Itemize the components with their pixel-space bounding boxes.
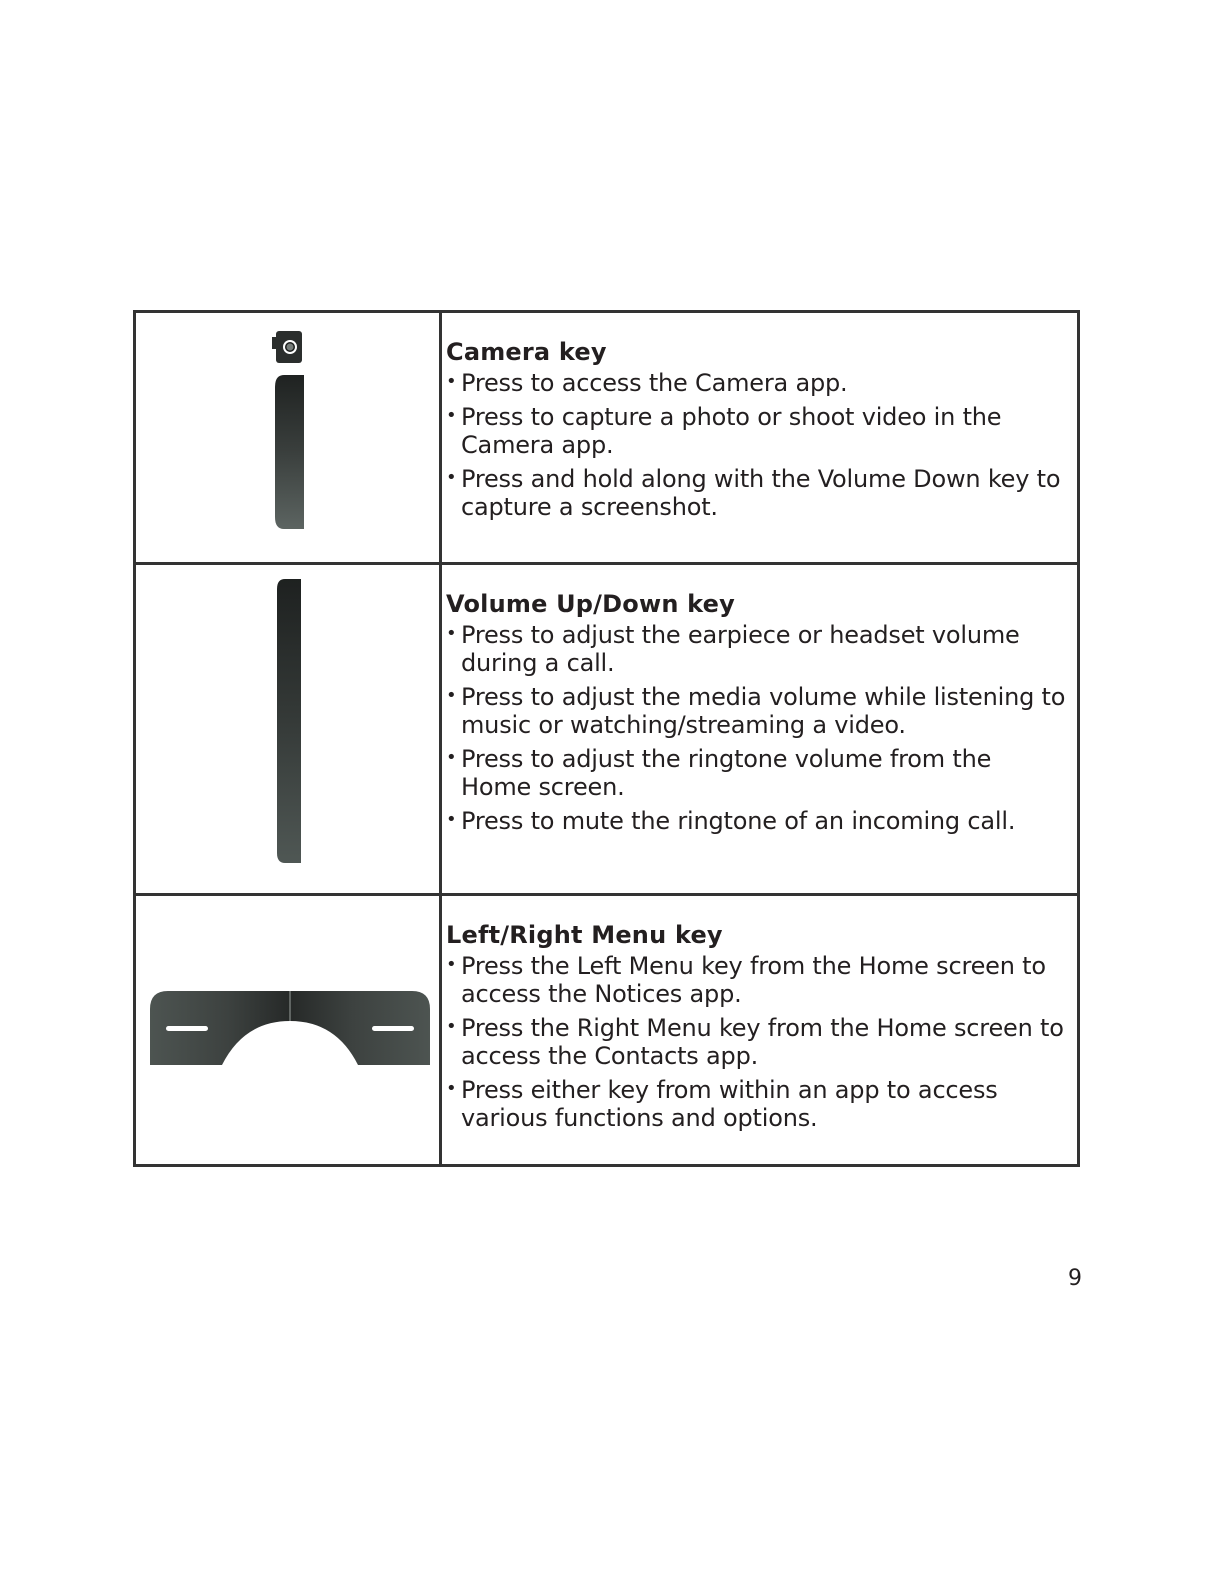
volume-key-bullets	[446, 621, 1067, 835]
menu-key-title: Left/Right Menu key	[446, 921, 723, 949]
bullet-item: • Press the Left Menu key from the Home screen to access the Notices app.	[446, 952, 1067, 1008]
bullet-item: • Press to adjust the earpiece or headset volume during a call.	[446, 621, 1067, 677]
bullet-item: • Press the Right Menu key from the Home screen to access the Contacts app.	[446, 1014, 1067, 1070]
bullet-item: • Press either key from within an app to access various functions and options.	[446, 1076, 1067, 1132]
bullet-item: • Press to adjust the ringtone volume from the Home screen.	[446, 745, 1067, 801]
camera-key-image-cell	[135, 312, 441, 564]
menu-key-row	[135, 895, 1079, 1166]
bullet-item: • Press to mute the ringtone of an incoming call.	[446, 807, 1067, 835]
camera-key-title: Camera key	[446, 338, 607, 366]
bullet-item: • Press to adjust the media volume while listening to music or watching/streaming a video.	[446, 683, 1067, 739]
menu-key-image-cell	[135, 895, 441, 1166]
menu-key-bullets	[446, 952, 1067, 1132]
volume-key-icon	[273, 577, 303, 865]
bullet-item: • Press to capture a photo or shoot video in the Camera app.	[446, 403, 1067, 459]
bullet-item: • Press to access the Camera app.	[446, 369, 1067, 397]
camera-key-description	[441, 312, 1079, 564]
camera-key-bullets	[446, 369, 1067, 521]
menu-key-description	[441, 895, 1079, 1166]
volume-key-description	[441, 564, 1079, 895]
page-number: 9	[1068, 1266, 1082, 1291]
menu-keys-icon	[148, 989, 432, 1067]
volume-key-row	[135, 564, 1079, 895]
keys-table	[133, 310, 1080, 1167]
camera-key-row	[135, 312, 1079, 564]
camera-key-icon	[266, 327, 306, 533]
volume-key-image-cell	[135, 564, 441, 895]
volume-key-title: Volume Up/Down key	[446, 590, 735, 618]
bullet-item: • Press and hold along with the Volume Down key to capture a screenshot.	[446, 465, 1067, 521]
